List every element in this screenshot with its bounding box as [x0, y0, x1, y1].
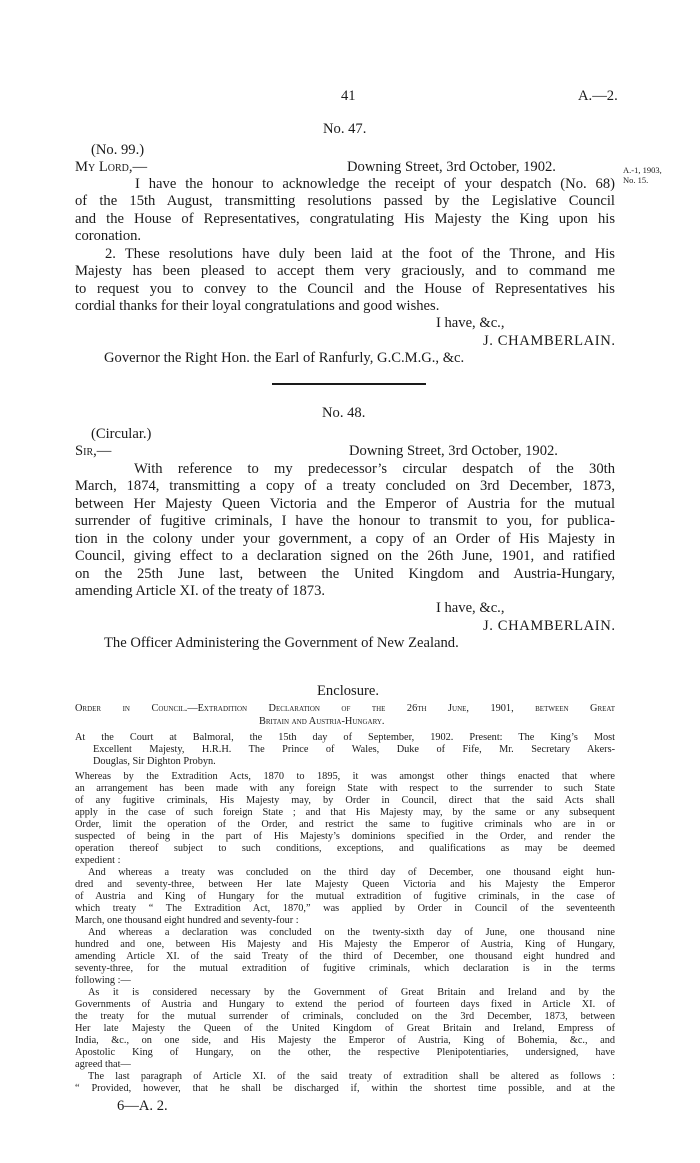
letter-48-addressee: The Officer Administering the Government of New Zealand.: [104, 635, 459, 651]
letter-48-number: No. 48.: [322, 405, 366, 421]
letter-47-closing: I have, &c.,: [436, 315, 505, 331]
letter-48-signature: J. CHAMBERLAIN.: [483, 618, 616, 634]
letter-47-para-1-line: and the House of Representatives, congratulating His Majesty the King upon his: [75, 211, 615, 227]
letter-48-para-line: With reference to my predecessor’s circular despatch of the 30th: [134, 461, 615, 477]
declaration-line: As it is considered necessary by the Government of Great Britain and Ireland and by the: [88, 987, 615, 998]
letter-48-salutation: Sir,—: [75, 443, 112, 459]
letter-47-place-date: Downing Street, 3rd October, 1902.: [347, 159, 556, 175]
declaration-line: agreed that—: [75, 1059, 131, 1070]
letter-47-signature: J. CHAMBERLAIN.: [483, 333, 616, 349]
whereas-1-line: expedient :: [75, 855, 121, 866]
whereas-3-line: hundred and one, between His Majesty and His Majesty the Emperor of Austria, King of Hungary,: [75, 939, 615, 950]
whereas-3-line: seventy-three, for the mutual extradition of fugitive criminals, which declaration is in the terms: [75, 963, 615, 974]
whereas-1-line: an arrangement has been made with any foreign State with respect to the surrender to such State: [75, 783, 615, 794]
letter-48-para-line: on the 25th June last, between the United Kingdom and Austria-Hungary,: [75, 566, 615, 582]
whereas-3-line: And whereas a declaration was concluded on the twenty-sixth day of June, one thousand nine: [88, 927, 615, 938]
letter-47-salutation: My Lord,—: [75, 159, 148, 175]
whereas-3-line: amending Article XI. of the said Treaty of the third of December, one thousand eight hundred and: [75, 951, 615, 962]
whereas-1-line: of any fugitive criminals, His Majesty may, by Order in Council, direct that the said Acts shall: [75, 795, 615, 806]
letter-47-reference: (No. 99.): [91, 142, 145, 158]
whereas-2-line: And whereas a treaty was concluded on the third day of December, one thousand eight hun-: [88, 867, 615, 878]
letter-47-number: No. 47.: [323, 121, 367, 137]
whereas-1-line: suspected of being in the part of His Majesty’s dominions specified in the Order, and render the: [75, 831, 615, 842]
letter-48-para-line: March, 1874, transmitting a copy of a treaty concluded on 3rd December, 1873,: [75, 478, 615, 494]
margin-note-number: No. 15.: [623, 175, 649, 185]
letter-47-para-1-line: of the 15th August, transmitting resolutions passed by the Legislative Council: [75, 193, 615, 209]
letter-47-para-1-line: I have the honour to acknowledge the receipt of your despatch (No. 68): [135, 176, 615, 192]
enclosure-title-continued: Britain and Austria-Hungary.: [259, 716, 385, 727]
whereas-1-line: Whereas by the Extradition Acts, 1870 to 1895, it was amongst other things enacted that where: [75, 771, 615, 782]
letter-47-para-2-line: cordial thanks for their loyal congratulations and good wishes.: [75, 298, 440, 314]
letter-48-para-line: tion in the colony under your government, a copy of an Order of His Majesty in: [75, 531, 615, 547]
letter-48-para-line: amending Article XI. of the treaty of 1873.: [75, 583, 326, 599]
letter-47-para-2-line: to request you to convey to the Council and the House of Representatives his: [75, 281, 615, 297]
last-paragraph-line: The last paragraph of Article XI. of the said treaty of extradition shall be altered as follows :: [88, 1071, 615, 1082]
declaration-line: Apostolic King of Hungary, on the other, the respective Plenipotentiaries, undersigned, have: [75, 1047, 615, 1058]
whereas-2-line: which treaty “ The Extradition Act, 1870,” was applied by Order in Council of the seventeenth: [75, 903, 615, 914]
declaration-line: Her late Majesty the Queen of the United Kingdom of Great Britain and Ireland, Empress of: [75, 1023, 615, 1034]
page-number: 41: [341, 88, 356, 104]
declaration-line: India, &c., on one side, and His Majesty the Emperor of Austria, King of Bohemia, &c., and: [75, 1035, 615, 1046]
margin-note-reference: A.-1, 1903,: [623, 165, 662, 175]
signature-mark: 6—A. 2.: [117, 1098, 168, 1114]
enclosure-heading: Enclosure.: [317, 683, 380, 699]
whereas-2-line: of Austria and King of Hungary for the mutual extradition of fugitive criminals, in the case of: [75, 891, 615, 902]
paper-reference: A.—2.: [578, 88, 618, 104]
whereas-1-line: operation thereof subject to such conditions, exceptions, and qualifications as may be deemed: [75, 843, 615, 854]
letter-48-para-line: surrender of fugitive criminals, I have the honour to transmit to you, for publica-: [75, 513, 615, 529]
court-line: Douglas, Sir Dighton Probyn.: [93, 756, 216, 767]
section-divider: [272, 383, 426, 385]
enclosure-title: Order in Council.—Extradition Declaration of the 26th June, 1901, between Great: [75, 703, 615, 714]
court-line: Excellent Majesty, H.R.H. The Prince of Wales, Duke of Fife, Mr. Secretary Akers-: [93, 744, 615, 755]
letter-47-para-2-line: 2. These resolutions have duly been laid at the foot of the Throne, and His: [105, 246, 615, 262]
whereas-3-line: following :—: [75, 975, 131, 986]
letter-47-para-1-line: coronation.: [75, 228, 142, 244]
letter-48-place-date: Downing Street, 3rd October, 1902.: [349, 443, 558, 459]
whereas-1-line: apply in the case of such foreign State ; and that His Majesty may, by the same or any subsequent: [75, 807, 615, 818]
declaration-line: the treaty for the mutual surrender of criminals, concluded on the 3rd December, 1873, between: [75, 1011, 615, 1022]
letter-48-para-line: between Her Majesty Queen Victoria and the Emperor of Austria for the mutual: [75, 496, 615, 512]
letter-48-closing: I have, &c.,: [436, 600, 505, 616]
whereas-2-line: March, one thousand eight hundred and seventy-four :: [75, 915, 299, 926]
letter-47-para-2-line: Majesty has been pleased to accept them very graciously, and to command me: [75, 263, 615, 279]
last-paragraph-line: “ Provided, however, that he shall be discharged if, within the shortest time possible, and at the: [75, 1083, 615, 1094]
letter-48-reference: (Circular.): [91, 426, 152, 442]
letter-47-addressee: Governor the Right Hon. the Earl of Ranfurly, G.C.M.G., &c.: [104, 350, 465, 366]
whereas-1-line: Order, limit the operation of the Order, and restrict the same to fugitive criminals who are in or: [75, 819, 615, 830]
court-line: At the Court at Balmoral, the 15th day of September, 1902. Present: The King’s Most: [75, 732, 615, 743]
whereas-2-line: dred and seventy-three, between Her late Majesty Queen Victoria and his Majesty the Emperor: [75, 879, 615, 890]
letter-48-para-line: Council, giving effect to a declaration signed on the 26th June, 1901, and ratified: [75, 548, 615, 564]
declaration-line: Governments of Austria and Hungary to extend the period of fourteen days fixed in Article XI. of: [75, 999, 615, 1010]
